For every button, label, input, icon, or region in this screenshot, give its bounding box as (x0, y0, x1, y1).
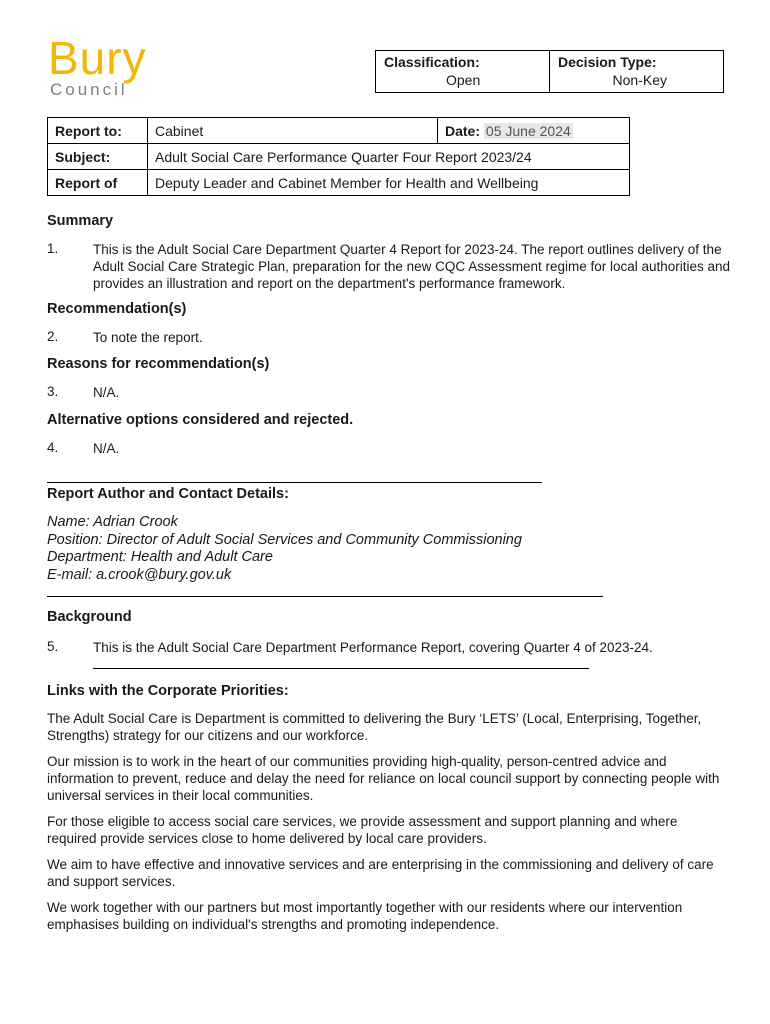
report-to-label: Report to: (48, 118, 148, 144)
date-field[interactable]: 05 June 2024 (485, 122, 571, 139)
author-position: Position: Director of Adult Social Services and Community Commissioning (47, 531, 522, 548)
classification-label: Classification: (384, 54, 480, 70)
decision-type-label: Decision Type: (558, 54, 657, 70)
report-meta-table (47, 117, 630, 196)
table-row (48, 118, 630, 144)
summary-text: This is the Adult Social Care Department Quarter 4 Report for 2023-24. The report outlines delivery of the Adult Social Care Strategic Plan, preparation for the new CQC Assessment regime for local authorities and provides an illustration and report on the department's performance framework. (93, 242, 731, 291)
alternatives-text: N/A. (93, 441, 120, 456)
background-number: 5. (47, 639, 59, 654)
subject-value: Adult Social Care Performance Quarter Four Report 2023/24 (148, 144, 630, 170)
date-label: Date: (445, 122, 481, 139)
author-department: Department: Health and Adult Care (47, 549, 273, 565)
date-cell (438, 118, 630, 144)
background-heading: Background (47, 609, 132, 625)
classification-cell (376, 51, 549, 92)
alternatives-heading: Alternative options considered and rejected. (47, 412, 354, 428)
table-row (48, 144, 630, 170)
recommendation-number: 2. (47, 329, 59, 344)
table-row (48, 170, 630, 196)
reasons-text: N/A. (93, 385, 120, 400)
logo-word-council: Council (50, 80, 128, 99)
links-paragraph-1: The Adult Social Care is Department is committed to delivering the Bury ‘LETS’ (Local, Enterprising, Together, Strengths) strategy for our citizens and our workforce. (47, 711, 702, 743)
author-details (47, 514, 522, 584)
alternatives-number: 4. (47, 440, 59, 455)
links-paragraph-2: Our mission is to work in the heart of our communities providing high-quality, person-centred advice and information to prevent, reduce and delay the need for reliance on local council support by connecting people with universal services in their local communities. (47, 754, 720, 803)
logo-word-bury: Bury (48, 32, 147, 84)
author-name: Name: Adrian Crook (47, 514, 178, 530)
report-to-value: Cabinet (148, 118, 438, 144)
bury-council-logo (48, 32, 168, 100)
classification-value: Open (446, 72, 481, 88)
author-heading: Report Author and Contact Details: (47, 486, 289, 502)
decision-type-cell (549, 51, 723, 92)
reasons-heading: Reasons for recommendation(s) (47, 356, 270, 372)
links-paragraph-4: We aim to have effective and innovative services and are enterprising in the commissioning and delivery of care and support services. (47, 857, 714, 889)
divider (93, 668, 589, 669)
report-of-value: Deputy Leader and Cabinet Member for Health and Wellbeing (148, 170, 630, 196)
summary-heading: Summary (47, 213, 114, 229)
background-text: This is the Adult Social Care Department Performance Report, covering Quarter 4 of 2023-24. (93, 640, 653, 655)
decision-type-value: Non-Key (612, 72, 667, 88)
author-email[interactable]: E-mail: a.crook@bury.gov.uk (47, 566, 232, 583)
summary-number: 1. (47, 241, 59, 256)
links-heading: Links with the Corporate Priorities: (47, 683, 289, 699)
divider (47, 596, 603, 597)
links-paragraph-5: We work together with our partners but most importantly together with our residents where our intervention emphasises building on individual's strengths and promoting independence. (47, 900, 683, 932)
recommendation-text: To note the report. (93, 330, 203, 345)
report-of-label: Report of (48, 170, 148, 196)
recommendations-heading: Recommendation(s) (47, 301, 187, 317)
subject-label: Subject: (48, 144, 148, 170)
divider (47, 482, 542, 483)
links-paragraph-3: For those eligible to access social care services, we provide assessment and support planning and where required provide services close to home delivered by local care providers. (47, 814, 678, 846)
classification-box (375, 50, 724, 93)
reasons-number: 3. (47, 384, 59, 399)
